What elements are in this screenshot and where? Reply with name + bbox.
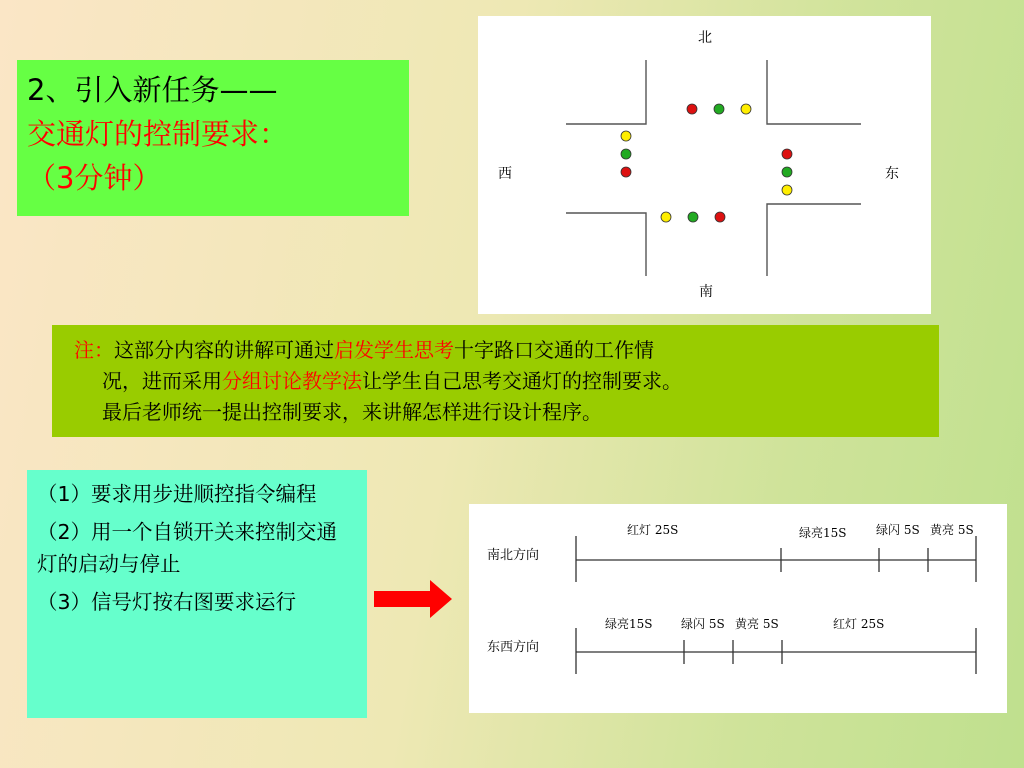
- road-edges: [566, 60, 861, 276]
- note-highlight-1: 启发学生思考: [334, 338, 454, 362]
- north-green-light: [714, 104, 724, 114]
- ns-segment-green: 绿亮15S: [799, 526, 847, 540]
- ns-segment-yellow: 黄亮 5S: [930, 523, 974, 537]
- south-red-light: [715, 212, 725, 222]
- ns-segment-green-flash: 绿闪 5S: [876, 523, 920, 537]
- west-yellow-light: [621, 131, 631, 141]
- label-north: 北: [698, 30, 712, 46]
- ew-timeline: [576, 628, 976, 674]
- note-line-3: 最后老师统一提出控制要求，来讲解怎样进行设计程序。: [102, 400, 602, 424]
- note-text-3: 况，进而采用: [102, 369, 222, 393]
- ew-segment-green: 绿亮15S: [605, 617, 653, 631]
- title-box: [17, 60, 409, 216]
- right-arrow-icon: [374, 578, 454, 620]
- label-south: 南: [699, 284, 713, 300]
- north-red-light: [687, 104, 697, 114]
- note-text-4: 让学生自己思考交通灯的控制要求。: [362, 369, 682, 393]
- title-line-2: 交通灯的控制要求：: [27, 117, 289, 151]
- note-prefix: 注：: [74, 338, 114, 362]
- west-green-light: [621, 149, 631, 159]
- south-yellow-light: [661, 212, 671, 222]
- requirement-3: （3）信号灯按右图要求运行: [37, 590, 297, 614]
- north-yellow-light: [741, 104, 751, 114]
- requirement-1: （1）要求用步进顺控指令编程: [37, 482, 317, 506]
- intersection-diagram: [478, 16, 931, 314]
- ew-direction-label: 东西方向: [487, 640, 540, 655]
- ew-segment-green-flash: 绿闪 5S: [681, 617, 725, 631]
- title-line-3: （3分钟）: [27, 161, 162, 195]
- timing-diagram: [469, 504, 1007, 713]
- east-yellow-light: [782, 185, 792, 195]
- note-text-1: 这部分内容的讲解可通过: [114, 338, 334, 362]
- ew-segment-red: 红灯 25S: [833, 617, 885, 631]
- label-east: 东: [885, 166, 899, 182]
- label-west: 西: [498, 166, 512, 182]
- east-green-light: [782, 167, 792, 177]
- ns-segment-red: 红灯 25S: [627, 523, 679, 537]
- west-red-light: [621, 167, 631, 177]
- ew-segment-yellow: 黄亮 5S: [735, 617, 779, 631]
- title-line-1: 2、引入新任务——: [27, 73, 278, 107]
- ns-direction-label: 南北方向: [487, 548, 540, 563]
- note-line-2: [74, 366, 919, 397]
- ns-timeline: [576, 536, 976, 582]
- note-box: [52, 325, 939, 437]
- note-text-2: 十字路口交通的工作情: [454, 338, 654, 362]
- requirements-box: [27, 470, 367, 718]
- requirement-2: （2）用一个自锁开关来控制交通灯的启动与停止: [37, 520, 338, 576]
- east-red-light: [782, 149, 792, 159]
- south-green-light: [688, 212, 698, 222]
- note-highlight-2: 分组讨论教学法: [222, 369, 362, 393]
